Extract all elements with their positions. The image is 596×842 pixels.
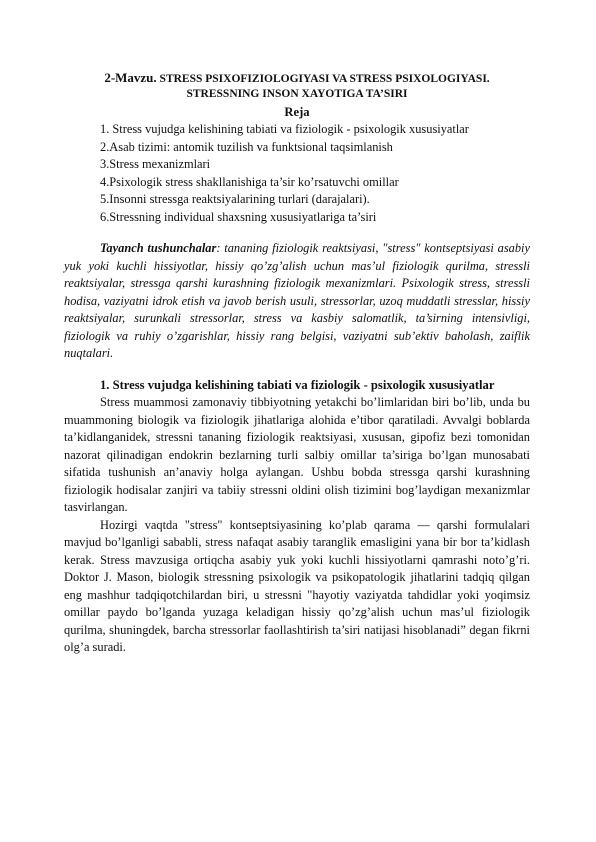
topic-number: 2-Mavzu.: [104, 70, 157, 85]
keywords-paragraph: [64, 240, 530, 363]
plan-item: 6.Stressning individual shaxsning xususiyatlariga ta’siri: [100, 209, 377, 224]
plan-heading: Reja: [284, 105, 310, 119]
keywords-separator: :: [216, 241, 221, 255]
plan-item: 2.Asab tizimi: antomik tuzilish va funktsional taqsimlanish: [100, 139, 393, 154]
title-line-1: STRESS PSIXOFIZIOLOGIYASI VA STRESS PSIXOLOGIYASI.: [159, 73, 490, 85]
document-content: [64, 70, 530, 657]
body-paragraph-2: Hozirgi vaqtda "stress" kontseptsiyasining ko’plab qarama — qarshi formulalari mavjud bo’lganligi sababli, stress nafaqat asabiy taranglik emasligini yana bir bor ta’kidlash kerak. Stress mavzusiga ortiqcha asabiy yuk yoki kuchli hissiyotlarni qamrashi noto’g’ri. Doktor J. Mason, biologik stressning psixologik va psikopatologik jihatlarini tadqiq qilgan eng mashhur tadqiqotchilardan biri, u stressni "hayotiy vaziyatda tahdidlar yoki yoqimsiz omillar paydo bo’lganda yuzaga keladigan hissiy qo’zg’alish uchun mas’ul fiziologik qurilma, shuningdek, barcha stressorlar faollashtirish ta’siri natijasi hisoblanadi” degan fikrni olg’a suradi.: [64, 517, 530, 654]
keywords-text: tananing fiziologik reaktsiyasi, "stress" kontseptsiyasi asabiy yuk yoki kuchli hissiyotlar, hissiy qo’zg’alish uchun mas’ul fiziologik qurilma, stressli reaktsiyalar, stressga qarshi kurashning fiziologik mexanizmlari. Psixologik stress, stressli hodisa, vaziyatni idrok etish va javob berish usuli, stressorlar, uzoq muddatli stresslar, hissiy reaktsiyalar, surunkali stressorlar, stress va kasbiy salomatlik, ta’sirning intensivligi, fiziologik va ruhiy o’zgarishlar, hissiy rang belgisi, vaziyatni sub’ektiv baholash, zaiflik nuqtalari.: [64, 241, 530, 360]
document-title: [64, 70, 530, 102]
plan-list: [64, 121, 530, 226]
plan-item: 4.Psixologik stress shakllanishiga ta’sir ko’rsatuvchi omillar: [100, 174, 399, 189]
section-heading: 1. Stress vujudga kelishining tabiati va fiziologik - psixologik xususiyatlar: [100, 377, 495, 392]
plan-item: 1. Stress vujudga kelishining tabiati va fiziologik - psixologik xususiyatlar: [100, 122, 469, 136]
title-line-2: STRESSNING INSON XAYOTIGA TA’SIRI: [186, 88, 408, 100]
plan-item: 5.Insonni stressga reaktsiyalarining turlari (darajalari).: [100, 192, 370, 206]
keywords-label: Tayanch tushunchalar: [100, 241, 217, 255]
body-paragraph-1: Stress muammosi zamonaviy tibbiyotning yetakchi bo’limlaridan biri bo’lib, unda bu muammoning biologik va fiziologik jihatlariga alohida e’tibor qaratiladi. Avvalgi boblarda ta’kidlanganidek, stressni tananing fiziologik reaktsiyasi, xususan, gipofiz bezi tomonidan nazorat qilinadigan endokrin bezlarning turli salbiy omillar ta’siriga bo’lgan munosabati sifatida tushunish an’anaviy holga aylangan. Ushbu bobda stressga qarshi kurashning fiziologik hodisalar zanjiri va tabiiy stressni oldini olish tizimini bog’laydigan mexanizmlar tasvirlangan.: [64, 395, 530, 514]
plan-item: 3.Stress mexanizmlari: [100, 157, 211, 171]
